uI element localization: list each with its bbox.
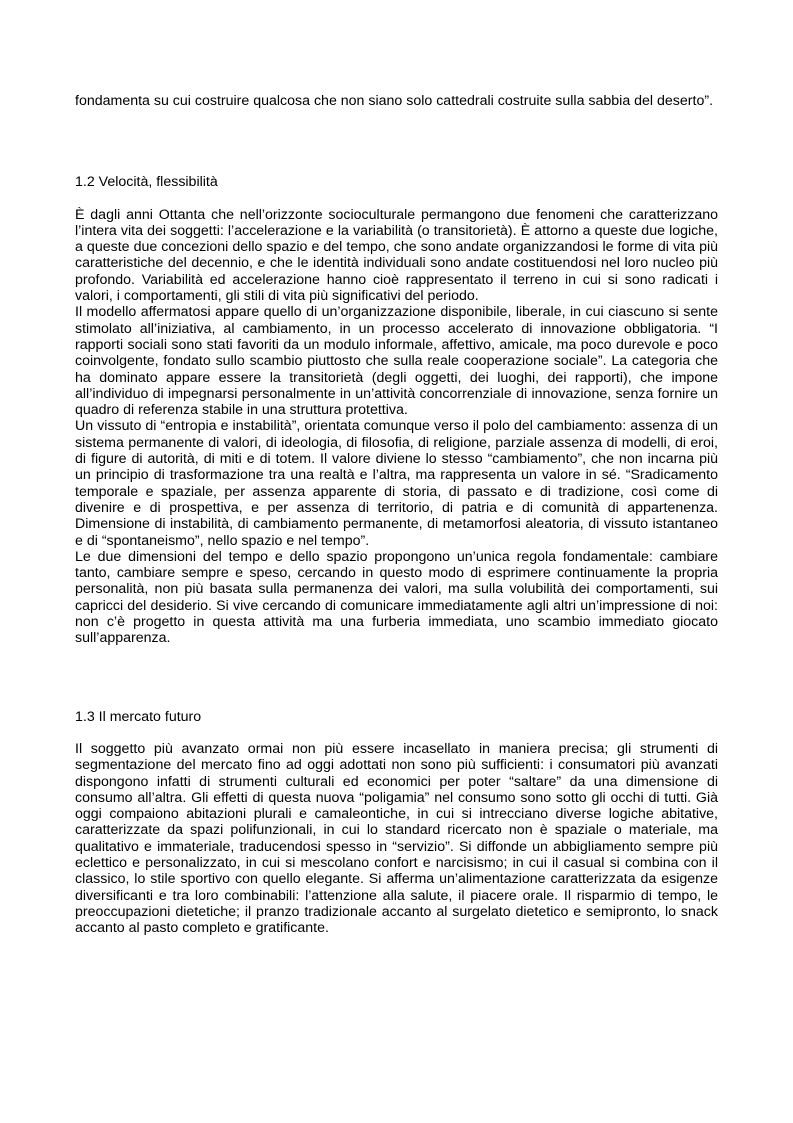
page-body <box>75 93 718 936</box>
paragraph: Le due dimensioni del tempo e dello spazio propongono un’unica regola fondamentale: cambiare tanto, cambiare sempre e speso, cercando in questo modo di esprimere continuamente la propria personalità, non più basata sulla permanenza dei valori, ma sulla volubilità dei comportamenti, sui capricci del desiderio. Si vive cercando di comunicare immediatamente agli altri un’impressione di noi: non c’è progetto in questa attività ma una furberia immediata, uno scambio immediato giocato sull’apparenza. <box>75 548 718 647</box>
paragraph: Il soggetto più avanzato ormai non più essere incasellato in maniera precisa; gli strumenti di segmentazione del mercato fino ad oggi adottati non sono più sufficienti: i consumatori più avanzati dispongono infatti di strumenti culturali ed economici per poter “saltare” da una dimensione di consumo all’altra. Gli effetti di questa nuova “poligamia” nel consumo sono sotto gli occhi di tutti. Già oggi compaiono abitazioni plurali e camaleontiche, in cui si intrecciano diverse logiche abitative, caratterizzate da spazi polifunzionali, in cui lo standard ricercato non è spaziale o materiale, ma qualitativo e immateriale, traducendosi spesso in “servizio”. Si diffonde un abbigliamento sempre più eclettico e personalizzato, in cui si mescolano confort e narcisismo; in cui il casual si combina con il classico, lo stile sportivo con quello elegante. Si afferma un’alimentazione caratterizzata da esigenze diversificanti e tra loro combinabili: l’attenzione alla salute, il piacere orale. Il risparmio di tempo, le preoccupazioni dietetiche; il pranzo tradizionale accanto al surgelato dietetico e semipronto, lo snack accanto al pasto completo e gratificante. <box>75 740 718 937</box>
intro-paragraph: fondamenta su cui costruire qualcosa che non siano solo cattedrali costruite sulla sabbia del deserto”. <box>75 93 714 109</box>
paragraph: Il modello affermatosi appare quello di un’organizzazione disponibile, liberale, in cui ciascuno si sente stimolato all’iniziativa, al cambiamento, in un processo accelerato di innovazione obbligatoria. “I rapporti sociali sono stati favoriti da un modulo informale, affettivo, amicale, ma poco durevole e poco coinvolgente, fondato sullo scambio piuttosto che sulla reale cooperazione sociale”. La categoria che ha dominato appare essere la transitorietà (degli oggetti, dei luoghi, dei rapporti), che impone all’individuo di impegnarsi personalmente in un’attività concorrenziale di innovazione, senza fornire un quadro di referenza stabile in una struttura protettiva. <box>75 304 718 419</box>
section-heading-1-2: 1.2 Velocità, flessibilità <box>75 174 218 191</box>
paragraph: Un vissuto di “entropia e instabilità”, orientata comunque verso il polo del cambiamento: assenza di un sistema permanente di valori, di ideologia, di filosofia, di religione, parziale assenza di modelli, di eroi, di figure di autorità, di miti e di totem. Il valore diviene lo stesso “cambiamento”, che non incarna più un principio di trasformazione tra una realtà e l’altra, ma rappresenta un valore in sé. “Sradicamento temporale e spaziale, per assenza apparente di storia, di passato e di tradizione, così come di divenire e di prospettiva, e per assenza di territorio, di patria e di comunità di appartenenza. Dimensione di instabilità, di cambiamento permanente, di metamorfosi aleatoria, di vissuto istantaneo e di “spontaneismo”, nello spazio e nel tempo”. <box>75 418 718 549</box>
heading-spacer <box>75 191 718 207</box>
section-heading-1-3: 1.3 Il mercato futuro <box>75 708 202 725</box>
section-spacer <box>75 109 718 174</box>
paragraph: È dagli anni Ottanta che nell’orizzonte socioculturale permangono due fenomeni che caratterizzano l’intera vita dei soggetti: l’accelerazione e la variabilità (o transitorietà). È attorno a queste due logiche, a queste due concezioni dello spazio e del tempo, che sono andate organizzandosi le forme di vita più caratteristiche del decennio, e che le identità individuali sono andate costituendosi nel loro nucleo più profondo. Variabilità ed accelerazione hanno cioè rappresentato il terreno in cui si sono radicati i valori, i comportamenti, gli stili di vita più significativi del periodo. <box>75 206 718 305</box>
section-spacer <box>75 647 718 709</box>
heading-spacer <box>75 725 718 741</box>
